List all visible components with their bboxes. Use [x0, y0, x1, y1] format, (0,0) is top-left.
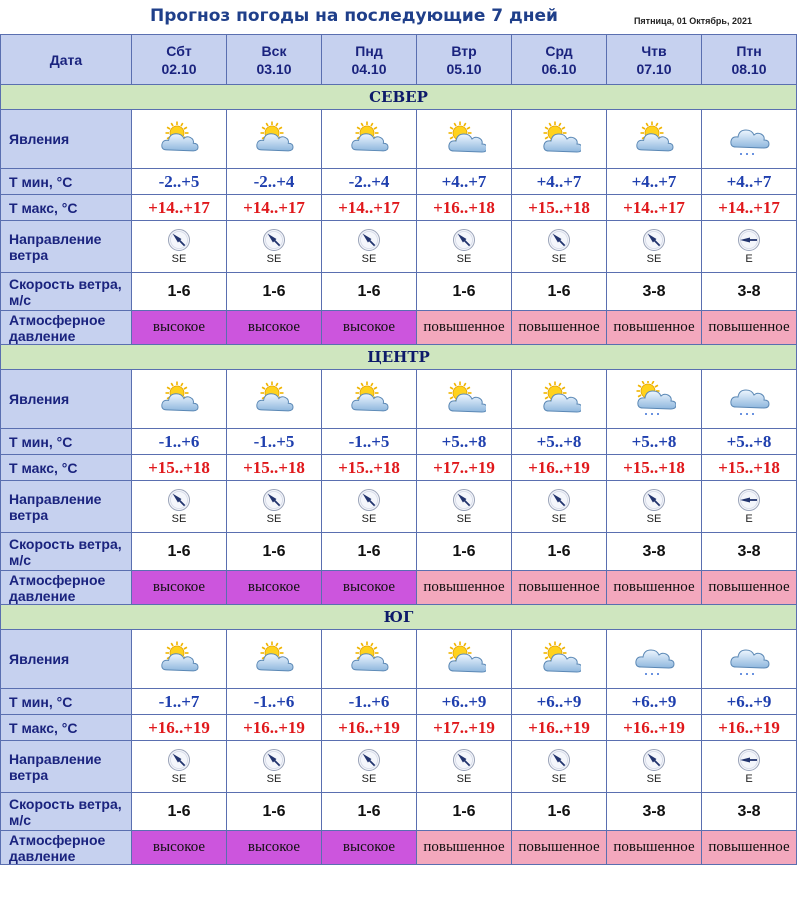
partly-cloudy-icon — [157, 381, 201, 417]
compass-arrow-icon — [737, 748, 761, 772]
wind-speed-value: 1-6 — [322, 533, 417, 571]
wind-speed-value: 1-6 — [132, 273, 227, 311]
compass-arrow-icon — [642, 228, 666, 252]
tmax-value: +16..+18 — [417, 195, 512, 221]
pressure-value: повышенное — [512, 311, 607, 345]
wind-direction-cell — [417, 481, 512, 533]
day-header — [322, 35, 417, 85]
pressure-value: повышенное — [512, 571, 607, 605]
current-date: Пятница, 01 Октябрь, 2021 — [633, 16, 752, 26]
region-header-row — [1, 345, 797, 370]
row-label-wind-speed: Скорость ветра, м/с — [1, 273, 132, 311]
compass-arrow-icon — [167, 748, 191, 772]
region-header-row — [1, 605, 797, 630]
wind-direction-label: SE — [361, 253, 377, 265]
wind-direction-label: SE — [456, 253, 472, 265]
pressure-value: высокое — [132, 311, 227, 345]
compass-arrow-icon — [357, 748, 381, 772]
tmax-value: +14..+17 — [607, 195, 702, 221]
wind-direction-label: SE — [171, 253, 187, 265]
tmin-value: +6..+9 — [417, 689, 512, 715]
tmin-value: -2..+4 — [227, 169, 322, 195]
tmax-value: +16..+19 — [702, 715, 797, 741]
tmax-value: +16..+19 — [512, 455, 607, 481]
forecast-table — [0, 34, 797, 865]
pressure-value: повышенное — [702, 831, 797, 865]
tmin-value: -2..+4 — [322, 169, 417, 195]
pressure-value: повышенное — [417, 831, 512, 865]
row-label-tmax: Т макс, °С — [1, 715, 132, 741]
cloudy-sun-icon — [442, 641, 486, 677]
day-header — [512, 35, 607, 85]
weather-cell — [512, 370, 607, 429]
date-header-label: Дата — [1, 35, 132, 85]
tmax-value: +15..+18 — [322, 455, 417, 481]
compass-arrow-icon — [452, 228, 476, 252]
day-name: Втр — [451, 42, 477, 59]
tmax-value: +16..+19 — [607, 715, 702, 741]
day-name: Вск — [261, 42, 287, 59]
day-date: 03.10 — [256, 60, 292, 77]
row-label-tmax: Т макс, °С — [1, 455, 132, 481]
compass-arrow-icon — [452, 488, 476, 512]
partly-cloudy-icon — [252, 381, 296, 417]
pressure-value: повышенное — [607, 311, 702, 345]
wind-direction-label: SE — [171, 513, 187, 525]
partly-cloudy-icon — [347, 641, 391, 677]
tmax-value: +16..+19 — [227, 715, 322, 741]
tmin-value: -1..+6 — [227, 689, 322, 715]
wind-direction-cell — [132, 481, 227, 533]
row-label-wind-dir: Направление ветра — [1, 221, 132, 273]
pressure-value: высокое — [227, 831, 322, 865]
compass-arrow-icon — [642, 748, 666, 772]
tmax-value: +15..+18 — [607, 455, 702, 481]
partly-cloudy-icon — [347, 121, 391, 157]
row-phenomena — [1, 110, 797, 169]
wind-direction-cell — [512, 741, 607, 793]
tmin-value: -1..+5 — [322, 429, 417, 455]
pressure-value: высокое — [132, 571, 227, 605]
row-wind-speed — [1, 273, 797, 311]
wind-direction-label: SE — [646, 513, 662, 525]
day-date: 05.10 — [446, 60, 482, 77]
wind-direction-cell — [512, 221, 607, 273]
compass-arrow-icon — [642, 488, 666, 512]
row-tmax — [1, 715, 797, 741]
pressure-value: повышенное — [417, 571, 512, 605]
wind-direction-cell — [417, 741, 512, 793]
wind-direction-label: SE — [266, 253, 282, 265]
pressure-value: высокое — [227, 311, 322, 345]
weather-cell — [227, 110, 322, 169]
pressure-value: высокое — [227, 571, 322, 605]
tmax-value: +16..+19 — [512, 715, 607, 741]
wind-direction-cell — [322, 481, 417, 533]
weather-cell — [512, 630, 607, 689]
tmin-value: +6..+9 — [702, 689, 797, 715]
compass-arrow-icon — [547, 488, 571, 512]
pressure-value: повышенное — [512, 831, 607, 865]
weather-cell — [702, 630, 797, 689]
row-tmax — [1, 195, 797, 221]
compass-arrow-icon — [547, 748, 571, 772]
wind-direction-label: SE — [361, 773, 377, 785]
row-tmin — [1, 169, 797, 195]
wind-speed-value: 3-8 — [607, 533, 702, 571]
pressure-value: повышенное — [702, 311, 797, 345]
row-pressure — [1, 571, 797, 605]
day-header — [132, 35, 227, 85]
wind-direction-cell — [607, 221, 702, 273]
partly-cloudy-icon — [157, 121, 201, 157]
row-pressure — [1, 311, 797, 345]
pressure-value: высокое — [322, 831, 417, 865]
region-header-row — [1, 85, 797, 110]
row-wind-dir — [1, 741, 797, 793]
cloudy-sun-icon — [537, 381, 581, 417]
wind-direction-cell — [702, 221, 797, 273]
day-date: 04.10 — [351, 60, 387, 77]
day-date: 06.10 — [541, 60, 577, 77]
wind-direction-cell — [607, 481, 702, 533]
cloudy-sun-icon — [537, 641, 581, 677]
wind-speed-value: 1-6 — [512, 273, 607, 311]
cloudy-drizzle-icon — [727, 381, 771, 417]
row-label-pressure: Атмосферное давление — [1, 311, 132, 345]
tmin-value: +4..+7 — [512, 169, 607, 195]
wind-speed-value: 3-8 — [607, 273, 702, 311]
day-name: Чтв — [641, 42, 667, 59]
wind-direction-cell — [132, 741, 227, 793]
wind-direction-label: SE — [646, 773, 662, 785]
day-date: 02.10 — [161, 60, 197, 77]
partly-cloudy-icon — [347, 381, 391, 417]
cloudy-sun-icon — [442, 381, 486, 417]
partly-cloudy-icon — [632, 121, 676, 157]
wind-direction-label: E — [745, 513, 753, 525]
day-name: Пнд — [355, 42, 383, 59]
compass-arrow-icon — [737, 488, 761, 512]
wind-speed-value: 1-6 — [322, 273, 417, 311]
weather-cell — [132, 110, 227, 169]
wind-speed-value: 3-8 — [702, 273, 797, 311]
row-label-tmin: Т мин, °С — [1, 169, 132, 195]
pressure-value: высокое — [132, 831, 227, 865]
weather-cell — [322, 370, 417, 429]
page-header — [0, 0, 800, 34]
tmin-value: +6..+9 — [512, 689, 607, 715]
pressure-value: повышенное — [702, 571, 797, 605]
tmax-value: +15..+18 — [227, 455, 322, 481]
tmin-value: +5..+8 — [702, 429, 797, 455]
weather-cell — [607, 630, 702, 689]
wind-direction-label: SE — [266, 513, 282, 525]
row-pressure — [1, 831, 797, 865]
weather-cell — [607, 110, 702, 169]
wind-direction-label: SE — [266, 773, 282, 785]
wind-speed-value: 1-6 — [417, 273, 512, 311]
day-header — [702, 35, 797, 85]
tmin-value: +4..+7 — [607, 169, 702, 195]
wind-direction-cell — [227, 741, 322, 793]
compass-arrow-icon — [737, 228, 761, 252]
row-tmax — [1, 455, 797, 481]
tmin-value: -2..+5 — [132, 169, 227, 195]
cloudy-sun-drizzle-icon — [632, 381, 676, 417]
wind-direction-label: SE — [551, 253, 567, 265]
row-label-pressure: Атмосферное давление — [1, 831, 132, 865]
wind-direction-label: SE — [171, 773, 187, 785]
day-name: Срд — [545, 42, 573, 59]
wind-speed-value: 1-6 — [417, 533, 512, 571]
tmax-value: +14..+17 — [132, 195, 227, 221]
row-tmin — [1, 689, 797, 715]
wind-speed-value: 3-8 — [702, 793, 797, 831]
row-wind-speed — [1, 533, 797, 571]
row-wind-dir — [1, 481, 797, 533]
tmin-value: -1..+6 — [132, 429, 227, 455]
tmin-value: +5..+8 — [512, 429, 607, 455]
region-name: СЕВЕР — [1, 85, 797, 110]
day-header — [227, 35, 322, 85]
weather-cell — [417, 110, 512, 169]
compass-arrow-icon — [262, 748, 286, 772]
row-label-wind-speed: Скорость ветра, м/с — [1, 793, 132, 831]
wind-speed-value: 1-6 — [512, 793, 607, 831]
tmax-value: +14..+17 — [322, 195, 417, 221]
compass-arrow-icon — [547, 228, 571, 252]
region-name: ЦЕНТР — [1, 345, 797, 370]
tmax-value: +14..+17 — [702, 195, 797, 221]
day-header — [417, 35, 512, 85]
wind-speed-value: 3-8 — [607, 793, 702, 831]
tmin-value: +4..+7 — [702, 169, 797, 195]
page-title: Прогноз погоды на последующие 7 дней — [150, 6, 558, 26]
wind-direction-cell — [702, 481, 797, 533]
row-label-phenomena: Явления — [1, 110, 132, 169]
tmin-value: -1..+6 — [322, 689, 417, 715]
date-header-row — [1, 35, 797, 85]
row-label-wind-dir: Направление ветра — [1, 741, 132, 793]
wind-direction-cell — [417, 221, 512, 273]
wind-speed-value: 1-6 — [227, 533, 322, 571]
tmin-value: +4..+7 — [417, 169, 512, 195]
row-wind-speed — [1, 793, 797, 831]
wind-speed-value: 1-6 — [417, 793, 512, 831]
day-date: 08.10 — [731, 60, 767, 77]
pressure-value: повышенное — [607, 571, 702, 605]
wind-direction-cell — [322, 221, 417, 273]
compass-arrow-icon — [452, 748, 476, 772]
row-tmin — [1, 429, 797, 455]
pressure-value: высокое — [322, 311, 417, 345]
wind-speed-value: 1-6 — [227, 273, 322, 311]
weather-cell — [512, 110, 607, 169]
tmax-value: +17..+19 — [417, 715, 512, 741]
wind-direction-cell — [322, 741, 417, 793]
tmax-value: +16..+19 — [322, 715, 417, 741]
day-name: Сбт — [166, 42, 192, 59]
pressure-value: высокое — [322, 571, 417, 605]
tmax-value: +15..+18 — [512, 195, 607, 221]
weather-cell — [132, 370, 227, 429]
wind-direction-cell — [702, 741, 797, 793]
wind-direction-label: SE — [361, 513, 377, 525]
tmax-value: +15..+18 — [702, 455, 797, 481]
row-label-tmin: Т мин, °С — [1, 429, 132, 455]
compass-arrow-icon — [262, 228, 286, 252]
wind-speed-value: 1-6 — [132, 533, 227, 571]
weather-cell — [702, 370, 797, 429]
partly-cloudy-icon — [252, 121, 296, 157]
wind-direction-label: SE — [646, 253, 662, 265]
tmin-value: +5..+8 — [417, 429, 512, 455]
wind-direction-cell — [512, 481, 607, 533]
row-label-pressure: Атмосферное давление — [1, 571, 132, 605]
partly-cloudy-icon — [157, 641, 201, 677]
compass-arrow-icon — [262, 488, 286, 512]
tmin-value: +6..+9 — [607, 689, 702, 715]
compass-arrow-icon — [357, 488, 381, 512]
row-label-tmax: Т макс, °С — [1, 195, 132, 221]
row-label-wind-dir: Направление ветра — [1, 481, 132, 533]
wind-speed-value: 3-8 — [702, 533, 797, 571]
weather-cell — [132, 630, 227, 689]
weather-cell — [227, 370, 322, 429]
day-date: 07.10 — [636, 60, 672, 77]
day-name: Птн — [736, 42, 762, 59]
pressure-value: повышенное — [417, 311, 512, 345]
tmin-value: -1..+5 — [227, 429, 322, 455]
tmax-value: +16..+19 — [132, 715, 227, 741]
weather-cell — [417, 630, 512, 689]
row-label-wind-speed: Скорость ветра, м/с — [1, 533, 132, 571]
tmax-value: +14..+17 — [227, 195, 322, 221]
wind-speed-value: 1-6 — [227, 793, 322, 831]
cloudy-drizzle-icon — [632, 641, 676, 677]
cloudy-sun-icon — [537, 121, 581, 157]
wind-speed-value: 1-6 — [512, 533, 607, 571]
weather-cell — [702, 110, 797, 169]
cloudy-drizzle-icon — [727, 121, 771, 157]
weather-cell — [227, 630, 322, 689]
partly-cloudy-icon — [252, 641, 296, 677]
compass-arrow-icon — [357, 228, 381, 252]
pressure-value: повышенное — [607, 831, 702, 865]
row-wind-dir — [1, 221, 797, 273]
wind-direction-cell — [227, 221, 322, 273]
row-label-phenomena: Явления — [1, 370, 132, 429]
compass-arrow-icon — [167, 228, 191, 252]
wind-speed-value: 1-6 — [132, 793, 227, 831]
wind-direction-cell — [227, 481, 322, 533]
weather-cell — [322, 630, 417, 689]
tmin-value: +5..+8 — [607, 429, 702, 455]
day-header — [607, 35, 702, 85]
tmax-value: +17..+19 — [417, 455, 512, 481]
wind-direction-label: E — [745, 773, 753, 785]
wind-direction-label: SE — [456, 513, 472, 525]
wind-direction-cell — [607, 741, 702, 793]
tmin-value: -1..+7 — [132, 689, 227, 715]
weather-cell — [607, 370, 702, 429]
weather-cell — [417, 370, 512, 429]
wind-speed-value: 1-6 — [322, 793, 417, 831]
row-phenomena — [1, 370, 797, 429]
row-label-tmin: Т мин, °С — [1, 689, 132, 715]
weather-cell — [322, 110, 417, 169]
compass-arrow-icon — [167, 488, 191, 512]
row-label-phenomena: Явления — [1, 630, 132, 689]
wind-direction-label: SE — [551, 773, 567, 785]
cloudy-drizzle-icon — [727, 641, 771, 677]
wind-direction-label: SE — [551, 513, 567, 525]
cloudy-sun-icon — [442, 121, 486, 157]
wind-direction-cell — [132, 221, 227, 273]
row-phenomena — [1, 630, 797, 689]
region-name: ЮГ — [1, 605, 797, 630]
wind-direction-label: E — [745, 253, 753, 265]
wind-direction-label: SE — [456, 773, 472, 785]
tmax-value: +15..+18 — [132, 455, 227, 481]
